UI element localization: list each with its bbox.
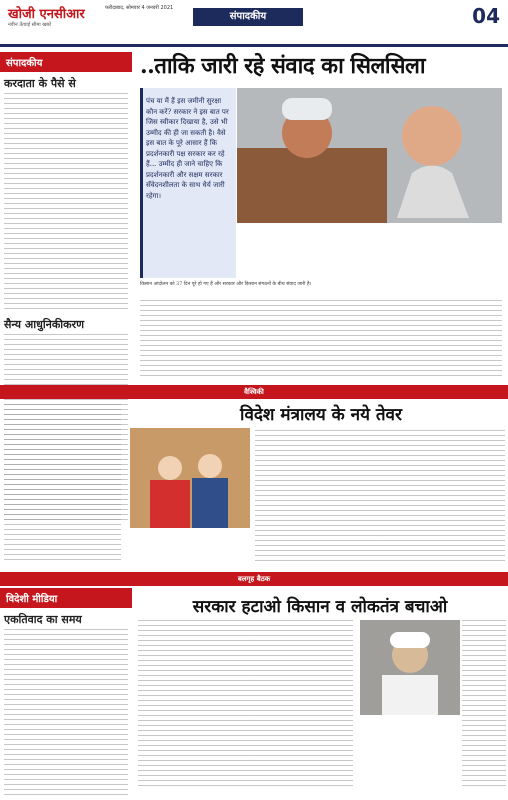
left-box-title-2: विदेशी मीडिया — [0, 588, 132, 608]
section-title: संपादकीय — [193, 8, 303, 26]
section3-body-left — [138, 620, 353, 790]
section-band-global-label: वैश्विकी — [244, 388, 264, 396]
left-box-title: संपादकीय — [0, 52, 132, 72]
left-body-text-3 — [4, 629, 128, 799]
section2-body-right — [255, 430, 505, 565]
left-headline-2: एकतिवाद का समय — [4, 613, 82, 626]
section-band-meeting-label: बलगृह बैठक — [237, 575, 271, 583]
photo-caption: किसान आंदोलन को 37 दिन पूरे हो गए हैं और सरकार और किसान संगठनों के बीच संवाद जारी है। — [140, 282, 312, 287]
masthead-tagline: नवीन ऊँचाई सीमा खबरें — [8, 22, 52, 28]
article-photo — [237, 88, 502, 223]
main-article-body — [140, 300, 502, 380]
section2-headline: विदेश मंत्रालय के नये तेवर — [240, 405, 402, 425]
section3-photo — [360, 620, 460, 715]
left-subheadline: सैन्य आधुनिकीकरण — [4, 318, 85, 331]
dateline: फरीदाबाद, सोमवार 4 जनवरी 2021 — [105, 5, 174, 11]
masthead-logo: खोजी एनसीआर — [8, 7, 85, 22]
section2-photo — [130, 428, 250, 528]
left-headline: करदाता के पैसे से — [4, 77, 76, 90]
page-number: 04 — [472, 4, 500, 28]
left-body-text — [4, 93, 128, 313]
section3-headline: सरकार हटाओ किसान व लोकतंत्र बचाओ — [192, 597, 448, 617]
page-header — [0, 0, 508, 47]
section3-body-right — [462, 620, 506, 790]
pull-quote: पंच या मैं हैं इस जमीनी सुरक्षा कौन करें? सरकार ने इस बात पर जिस स्वीकार दिखाया है, उसे भी उम्मीद की ही जा सकती है। वैसे इस बात के पूरे आसार हैं कि प्रदर्शनकारी पक्ष सरकार कर रहे हैं... उम्मीद ही जाने चाहिए कि प्रदर्शनकारी और सक्षम सरकार सँवेदनशीलता के साथ धैर्य जारी रहेगा। — [146, 97, 229, 200]
left-editorial-column-2 — [0, 588, 132, 799]
main-headline: ..ताकि जारी रहे संवाद का सिलसिला — [140, 53, 426, 79]
section2-body-left — [4, 404, 121, 564]
